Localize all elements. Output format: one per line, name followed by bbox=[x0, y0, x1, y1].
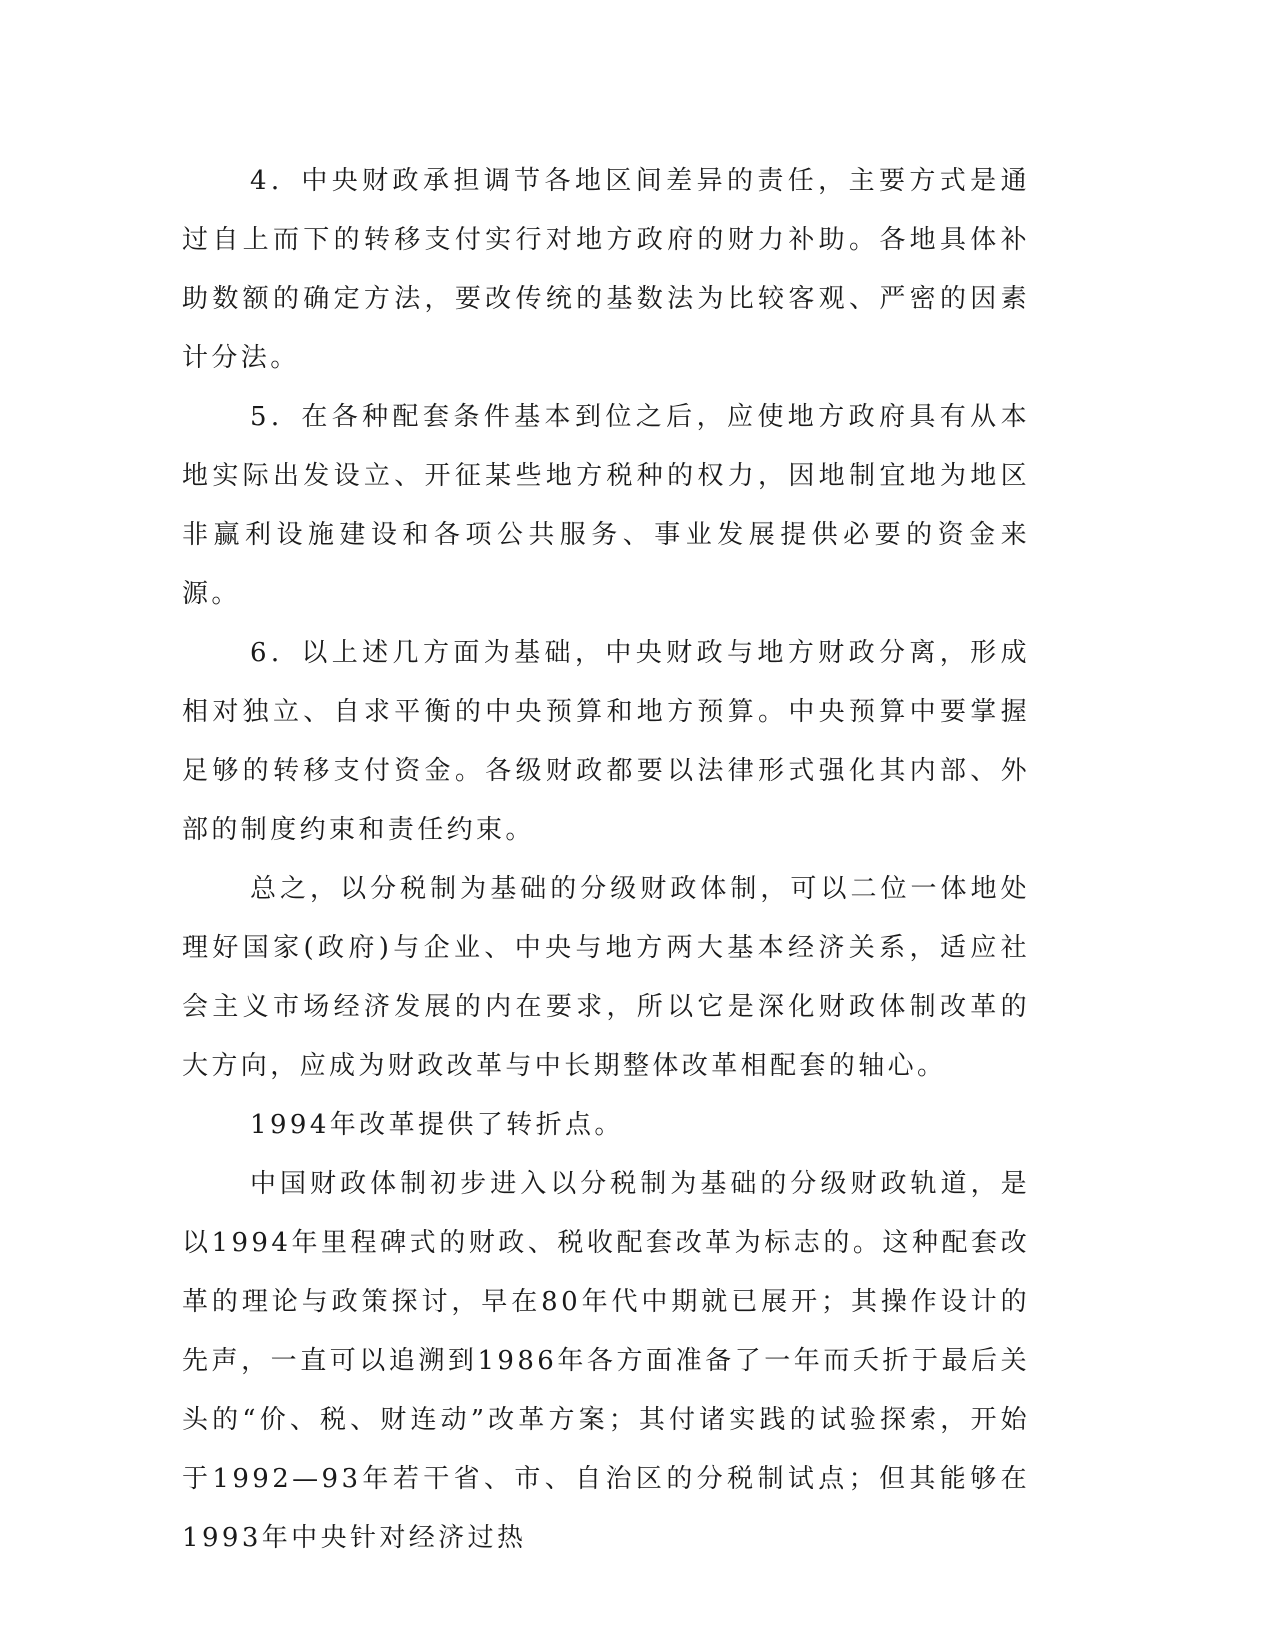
paragraph-turning-point: 1994年改革提供了转折点。 bbox=[250, 1110, 624, 1140]
paragraph-reform-history: 中国财政体制初步进入以分税制为基础的分级财政轨道，是以1994年里程碑式的财政、税收配套改革为标志的。这种配套改革的理论与政策探讨，早在80年代中期就已展开；其操作设计的先声，一直可以追溯到1986年各方面准备了一年而夭折于最后关头的“价、税、财连动”改革方案；其付诸实践的试验探索，开始于1992—93年若干省、市、自治区的分税制试点；但其能够在1993年中央针对经济过热 bbox=[182, 1169, 1030, 1553]
document-page bbox=[182, 152, 1030, 1568]
paragraph-item-4: 4．中央财政承担调节各地区间差异的责任，主要方式是通过自上而下的转移支付实行对地方政府的财力补助。各地具体补助数额的确定方法，要改传统的基数法为比较客观、严密的因素计分法。 bbox=[182, 166, 1030, 373]
paragraph-item-6: 6．以上述几方面为基础，中央财政与地方财政分离，形成相对独立、自求平衡的中央预算和地方预算。中央预算中要掌握足够的转移支付资金。各级财政都要以法律形式强化其内部、外部的制度约束和责任约束。 bbox=[182, 638, 1030, 845]
paragraph-item-5: 5．在各种配套条件基本到位之后，应使地方政府具有从本地实际出发设立、开征某些地方税种的权力，因地制宜地为地区非赢利设施建设和各项公共服务、事业发展提供必要的资金来源。 bbox=[182, 402, 1030, 609]
paragraph-summary: 总之，以分税制为基础的分级财政体制，可以二位一体地处理好国家(政府)与企业、中央与地方两大基本经济关系，适应社会主义市场经济发展的内在要求，所以它是深化财政体制改革的大方向，应成为财政改革与中长期整体改革相配套的轴心。 bbox=[182, 874, 1030, 1081]
